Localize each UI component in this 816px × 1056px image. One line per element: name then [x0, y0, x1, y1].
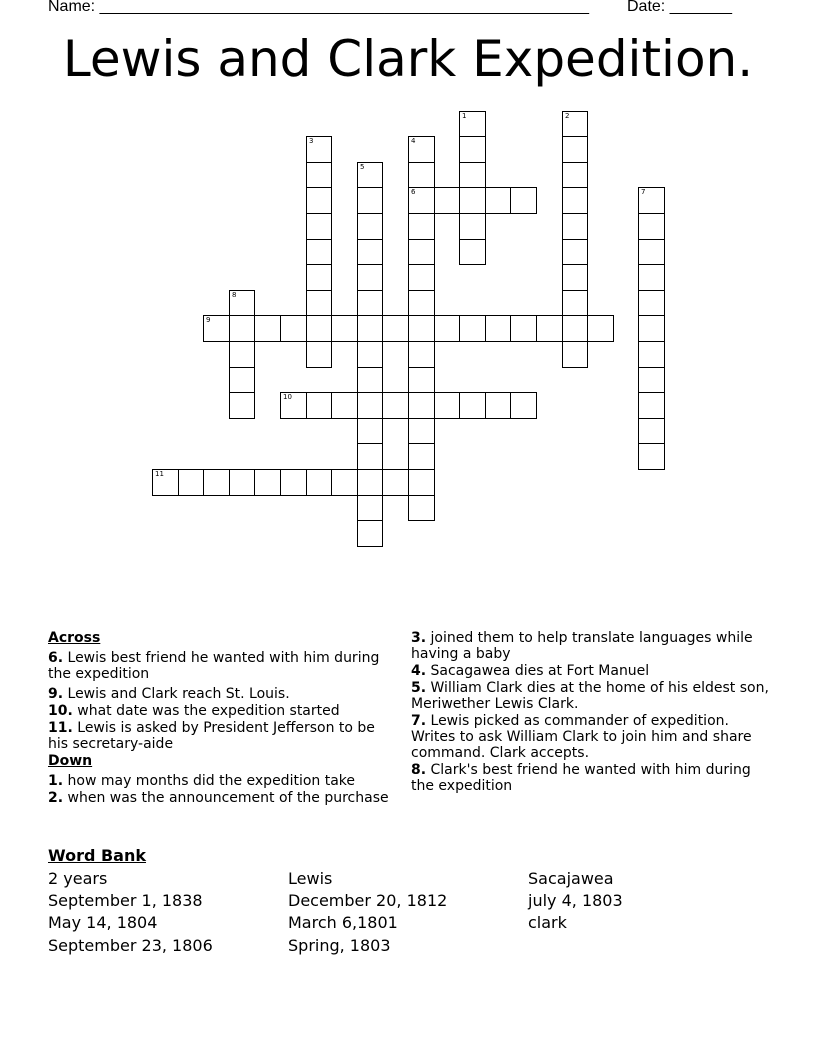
- crossword-cell[interactable]: [382, 392, 409, 419]
- crossword-cell[interactable]: [408, 187, 435, 214]
- clue-number: 11: [155, 470, 164, 478]
- crossword-cell[interactable]: [229, 469, 255, 496]
- crossword-cell[interactable]: [229, 315, 255, 342]
- crossword-cell[interactable]: [408, 418, 435, 444]
- crossword-cell[interactable]: [357, 213, 383, 240]
- crossword-cell[interactable]: [638, 239, 665, 265]
- crossword-cell[interactable]: [434, 392, 460, 419]
- name-field-label[interactable]: Name: _______________________________________________________: [48, 0, 589, 15]
- crossword-cell[interactable]: [408, 290, 435, 316]
- crossword-cell[interactable]: [408, 264, 435, 291]
- crossword-cell[interactable]: [408, 443, 435, 470]
- clue-down-8: 8. Clark's best friend he wanted with him during the expedition: [411, 762, 751, 794]
- crossword-cell[interactable]: [357, 520, 383, 547]
- crossword-cell[interactable]: [638, 213, 665, 240]
- crossword-cell[interactable]: [306, 136, 332, 163]
- crossword-cell[interactable]: [357, 443, 383, 470]
- crossword-cell[interactable]: [510, 315, 537, 342]
- crossword-cell[interactable]: [459, 213, 486, 240]
- crossword-cell[interactable]: [536, 315, 563, 342]
- word-bank-item: September 1, 1838: [48, 891, 203, 910]
- crossword-cell[interactable]: [459, 111, 486, 137]
- word-bank-item: September 23, 1806: [48, 936, 213, 955]
- crossword-cell[interactable]: [459, 162, 486, 188]
- crossword-cell[interactable]: [562, 187, 588, 214]
- crossword-cell[interactable]: [306, 290, 332, 316]
- crossword-cell[interactable]: [638, 315, 665, 342]
- clue-down-7: 7. Lewis picked as commander of expedition. Writes to ask William Clark to join him and share command. Clark accepts.: [411, 713, 752, 761]
- word-bank-item: Sacajawea: [528, 869, 614, 888]
- crossword-cell[interactable]: [152, 469, 179, 496]
- down-heading: Down: [48, 753, 93, 769]
- crossword-cell[interactable]: [357, 264, 383, 291]
- clue-across-9: 9. Lewis and Clark reach St. Louis.: [48, 686, 290, 702]
- word-bank-item: Spring, 1803: [288, 936, 391, 955]
- crossword-cell[interactable]: [306, 341, 332, 368]
- crossword-cell[interactable]: [382, 469, 409, 496]
- crossword-cell[interactable]: [638, 264, 665, 291]
- crossword-cell[interactable]: [510, 392, 537, 419]
- clue-number: 1: [462, 112, 467, 120]
- word-bank-item: May 14, 1804: [48, 913, 158, 932]
- word-bank-heading: Word Bank: [48, 846, 147, 865]
- crossword-cell[interactable]: [408, 162, 435, 188]
- crossword-cell[interactable]: [408, 341, 435, 368]
- crossword-cell[interactable]: [357, 367, 383, 393]
- crossword-cell[interactable]: [562, 136, 588, 163]
- word-bank-item: 2 years: [48, 869, 108, 888]
- crossword-cell[interactable]: [280, 392, 307, 419]
- crossword-cell[interactable]: [306, 315, 332, 342]
- clue-number: 5: [360, 163, 365, 171]
- crossword-cell[interactable]: [562, 111, 588, 137]
- crossword-cell[interactable]: [254, 315, 281, 342]
- crossword-cell[interactable]: [638, 392, 665, 419]
- crossword-cell[interactable]: [408, 392, 435, 419]
- clue-down-1: 1. how may months did the expedition take: [48, 773, 356, 789]
- crossword-cell[interactable]: [510, 187, 537, 214]
- crossword-cell[interactable]: [408, 136, 435, 163]
- crossword-cell[interactable]: [408, 213, 435, 240]
- clue-across-6: 6. Lewis best friend he wanted with him during the expedition: [48, 650, 380, 682]
- clue-down-3: 3. joined them to help translate languages while having a baby: [411, 630, 753, 662]
- crossword-cell[interactable]: [229, 392, 255, 419]
- crossword-cell[interactable]: [280, 469, 307, 496]
- clue-down-4: 4. Sacagawea dies at Fort Manuel: [411, 663, 650, 679]
- crossword-cell[interactable]: [562, 213, 588, 240]
- crossword-cell[interactable]: [434, 187, 460, 214]
- word-bank-item: clark: [528, 913, 567, 932]
- clue-down-2: 2. when was the announcement of the purchase: [48, 790, 389, 806]
- crossword-cell[interactable]: [357, 162, 383, 188]
- crossword-cell[interactable]: [638, 341, 665, 368]
- crossword-cell[interactable]: [485, 315, 511, 342]
- crossword-cell[interactable]: [587, 315, 614, 342]
- crossword-cell[interactable]: [638, 443, 665, 470]
- crossword-cell[interactable]: [408, 469, 435, 496]
- clue-number: 9: [206, 316, 211, 324]
- crossword-cell[interactable]: [306, 264, 332, 291]
- crossword-cell[interactable]: [459, 392, 486, 419]
- crossword-cell[interactable]: [408, 367, 435, 393]
- crossword-cell[interactable]: [459, 239, 486, 265]
- crossword-cell[interactable]: [306, 162, 332, 188]
- crossword-cell[interactable]: [229, 341, 255, 368]
- clue-number: 7: [641, 188, 646, 196]
- crossword-cell[interactable]: [562, 290, 588, 316]
- clue-number: 3: [309, 137, 314, 145]
- crossword-cell[interactable]: [280, 315, 307, 342]
- crossword-cell[interactable]: [254, 469, 281, 496]
- word-bank-item: Lewis: [288, 869, 333, 888]
- clue-number: 2: [565, 112, 570, 120]
- crossword-cell[interactable]: [357, 290, 383, 316]
- clue-number: 4: [411, 137, 416, 145]
- crossword-cell[interactable]: [485, 392, 511, 419]
- crossword-cell[interactable]: [459, 187, 486, 214]
- crossword-cell[interactable]: [306, 239, 332, 265]
- word-bank-item: March 6,1801: [288, 913, 398, 932]
- crossword-cell[interactable]: [434, 315, 460, 342]
- crossword-cell[interactable]: [408, 315, 435, 342]
- crossword-cell[interactable]: [331, 315, 358, 342]
- crossword-cell[interactable]: [331, 392, 358, 419]
- crossword-cell[interactable]: [203, 469, 230, 496]
- clue-across-10: 10. what date was the expedition started: [48, 703, 340, 719]
- crossword-cell[interactable]: [306, 392, 332, 419]
- crossword-cell[interactable]: [357, 392, 383, 419]
- word-bank-item: December 20, 1812: [288, 891, 448, 910]
- crossword-cell[interactable]: [562, 239, 588, 265]
- page-title: Lewis and Clark Expedition.: [62, 30, 754, 88]
- crossword-cell[interactable]: [562, 315, 588, 342]
- crossword-cell[interactable]: [408, 239, 435, 265]
- crossword-cell[interactable]: [638, 418, 665, 444]
- crossword-cell[interactable]: [562, 264, 588, 291]
- crossword-cell[interactable]: [178, 469, 204, 496]
- crossword-cell[interactable]: [357, 495, 383, 521]
- crossword-cell[interactable]: [459, 136, 486, 163]
- crossword-cell[interactable]: [408, 495, 435, 521]
- crossword-cell[interactable]: [229, 290, 255, 316]
- crossword-cell[interactable]: [229, 367, 255, 393]
- crossword-cell[interactable]: [485, 187, 511, 214]
- crossword-cell[interactable]: [306, 213, 332, 240]
- crossword-cell[interactable]: [306, 469, 332, 496]
- clues-left-column: [48, 630, 398, 807]
- crossword-cell[interactable]: [357, 469, 383, 496]
- crossword-cell[interactable]: [459, 315, 486, 342]
- crossword-cell[interactable]: [562, 162, 588, 188]
- clue-number: 8: [232, 291, 237, 299]
- crossword-cell[interactable]: [357, 315, 383, 342]
- crossword-cell[interactable]: [562, 341, 588, 368]
- clue-number: 10: [283, 393, 292, 401]
- date-field-label[interactable]: Date: _______: [627, 0, 732, 15]
- clue-number: 6: [411, 188, 416, 196]
- crossword-cell[interactable]: [357, 239, 383, 265]
- crossword-cell[interactable]: [203, 315, 230, 342]
- clues-right-column: [411, 630, 776, 795]
- crossword-cell[interactable]: [638, 187, 665, 214]
- crossword-cell[interactable]: [638, 367, 665, 393]
- crossword-cell[interactable]: [306, 187, 332, 214]
- word-bank-item: july 4, 1803: [528, 891, 623, 910]
- crossword-cell[interactable]: [357, 341, 383, 368]
- crossword-cell[interactable]: [382, 315, 409, 342]
- clue-down-5: 5. William Clark dies at the home of his eldest son, Meriwether Lewis Clark.: [411, 680, 769, 712]
- crossword-cell[interactable]: [638, 290, 665, 316]
- crossword-cell[interactable]: [331, 469, 358, 496]
- clue-across-11: 11. Lewis is asked by President Jefferson to be his secretary-aide: [48, 720, 375, 752]
- crossword-cell[interactable]: [357, 187, 383, 214]
- crossword-cell[interactable]: [357, 418, 383, 444]
- across-heading: Across: [48, 630, 101, 646]
